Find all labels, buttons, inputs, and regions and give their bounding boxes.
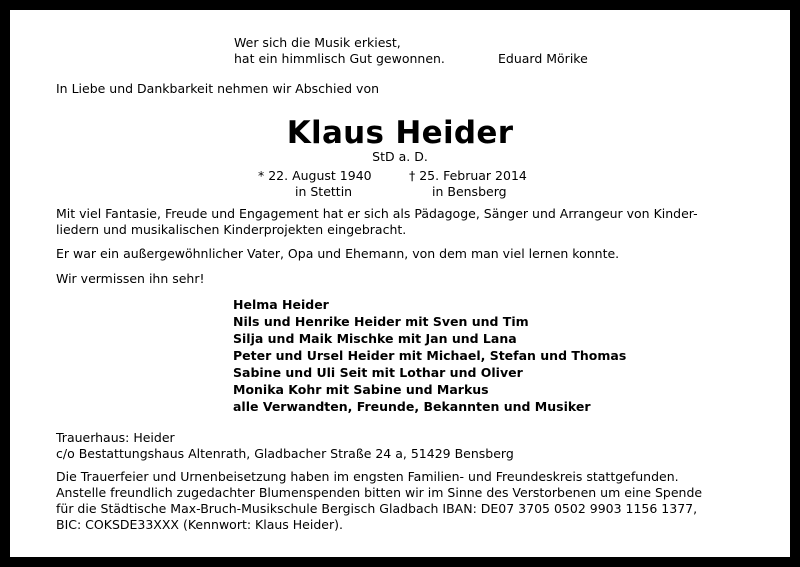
deceased-name: Klaus Heider [286,115,514,151]
body-para-1-line-1: Mit viel Fantasie, Freude und Engagement hat er sich als Pädagoge, Sänger und Arrangeur von Kinder- [56,206,698,221]
footer-line-1: Die Trauerfeier und Urnenbeisetzung haben im engsten Familien- und Freundeskreis stattgefunden. [56,469,679,484]
quote-line-1: Wer sich die Musik erkiest, [234,35,401,50]
mourner-line: Monika Kohr mit Sabine und Markus [233,382,489,397]
mourner-line: Peter und Ursel Heider mit Michael, Stefan und Thomas [233,348,627,363]
body-para-2: Er war ein außergewöhnlicher Vater, Opa und Ehemann, von dem man viel lernen konnte. [56,246,620,261]
mourning-house-address: c/o Bestattungshaus Altenrath, Gladbacher Straße 24 a, 51429 Bensberg [56,446,514,461]
death-date: † 25. Februar 2014 [409,168,527,183]
body-para-1-line-2: liedern und musikalischen Kinderprojekten eingebracht. [56,222,407,237]
mourner-line: alle Verwandten, Freunde, Bekannten und Musiker [233,399,591,414]
birth-date: * 22. August 1940 [258,168,372,183]
body-para-3: Wir vermissen ihn sehr! [56,271,205,286]
mourner-line: Nils und Henrike Heider mit Sven und Tim [233,314,529,329]
deceased-title: StD a. D. [372,149,428,164]
quote-line-2: hat ein himmlisch Gut gewonnen. [234,51,445,66]
footer-line-3: für die Städtische Max-Bruch-Musikschule Bergisch Gladbach IBAN: DE07 3705 0502 9903 1156 1377, [56,501,698,516]
intro-text: In Liebe und Dankbarkeit nehmen wir Abschied von [56,81,380,96]
quote-author: Eduard Mörike [498,51,588,66]
mourner-line: Helma Heider [233,297,329,312]
mourner-line: Sabine und Uli Seit mit Lothar und Oliver [233,365,523,380]
birth-place: in Stettin [295,184,353,199]
mourner-line: Silja und Maik Mischke mit Jan und Lana [233,331,517,346]
mourning-house-label: Trauerhaus: Heider [56,430,175,445]
footer-line-2: Anstelle freundlich zugedachter Blumenspenden bitten wir im Sinne des Verstorbenen um eine Spende [56,485,703,500]
death-place: in Bensberg [432,184,507,199]
footer-line-4: BIC: COKSDE33XXX (Kennwort: Klaus Heider). [56,517,343,532]
